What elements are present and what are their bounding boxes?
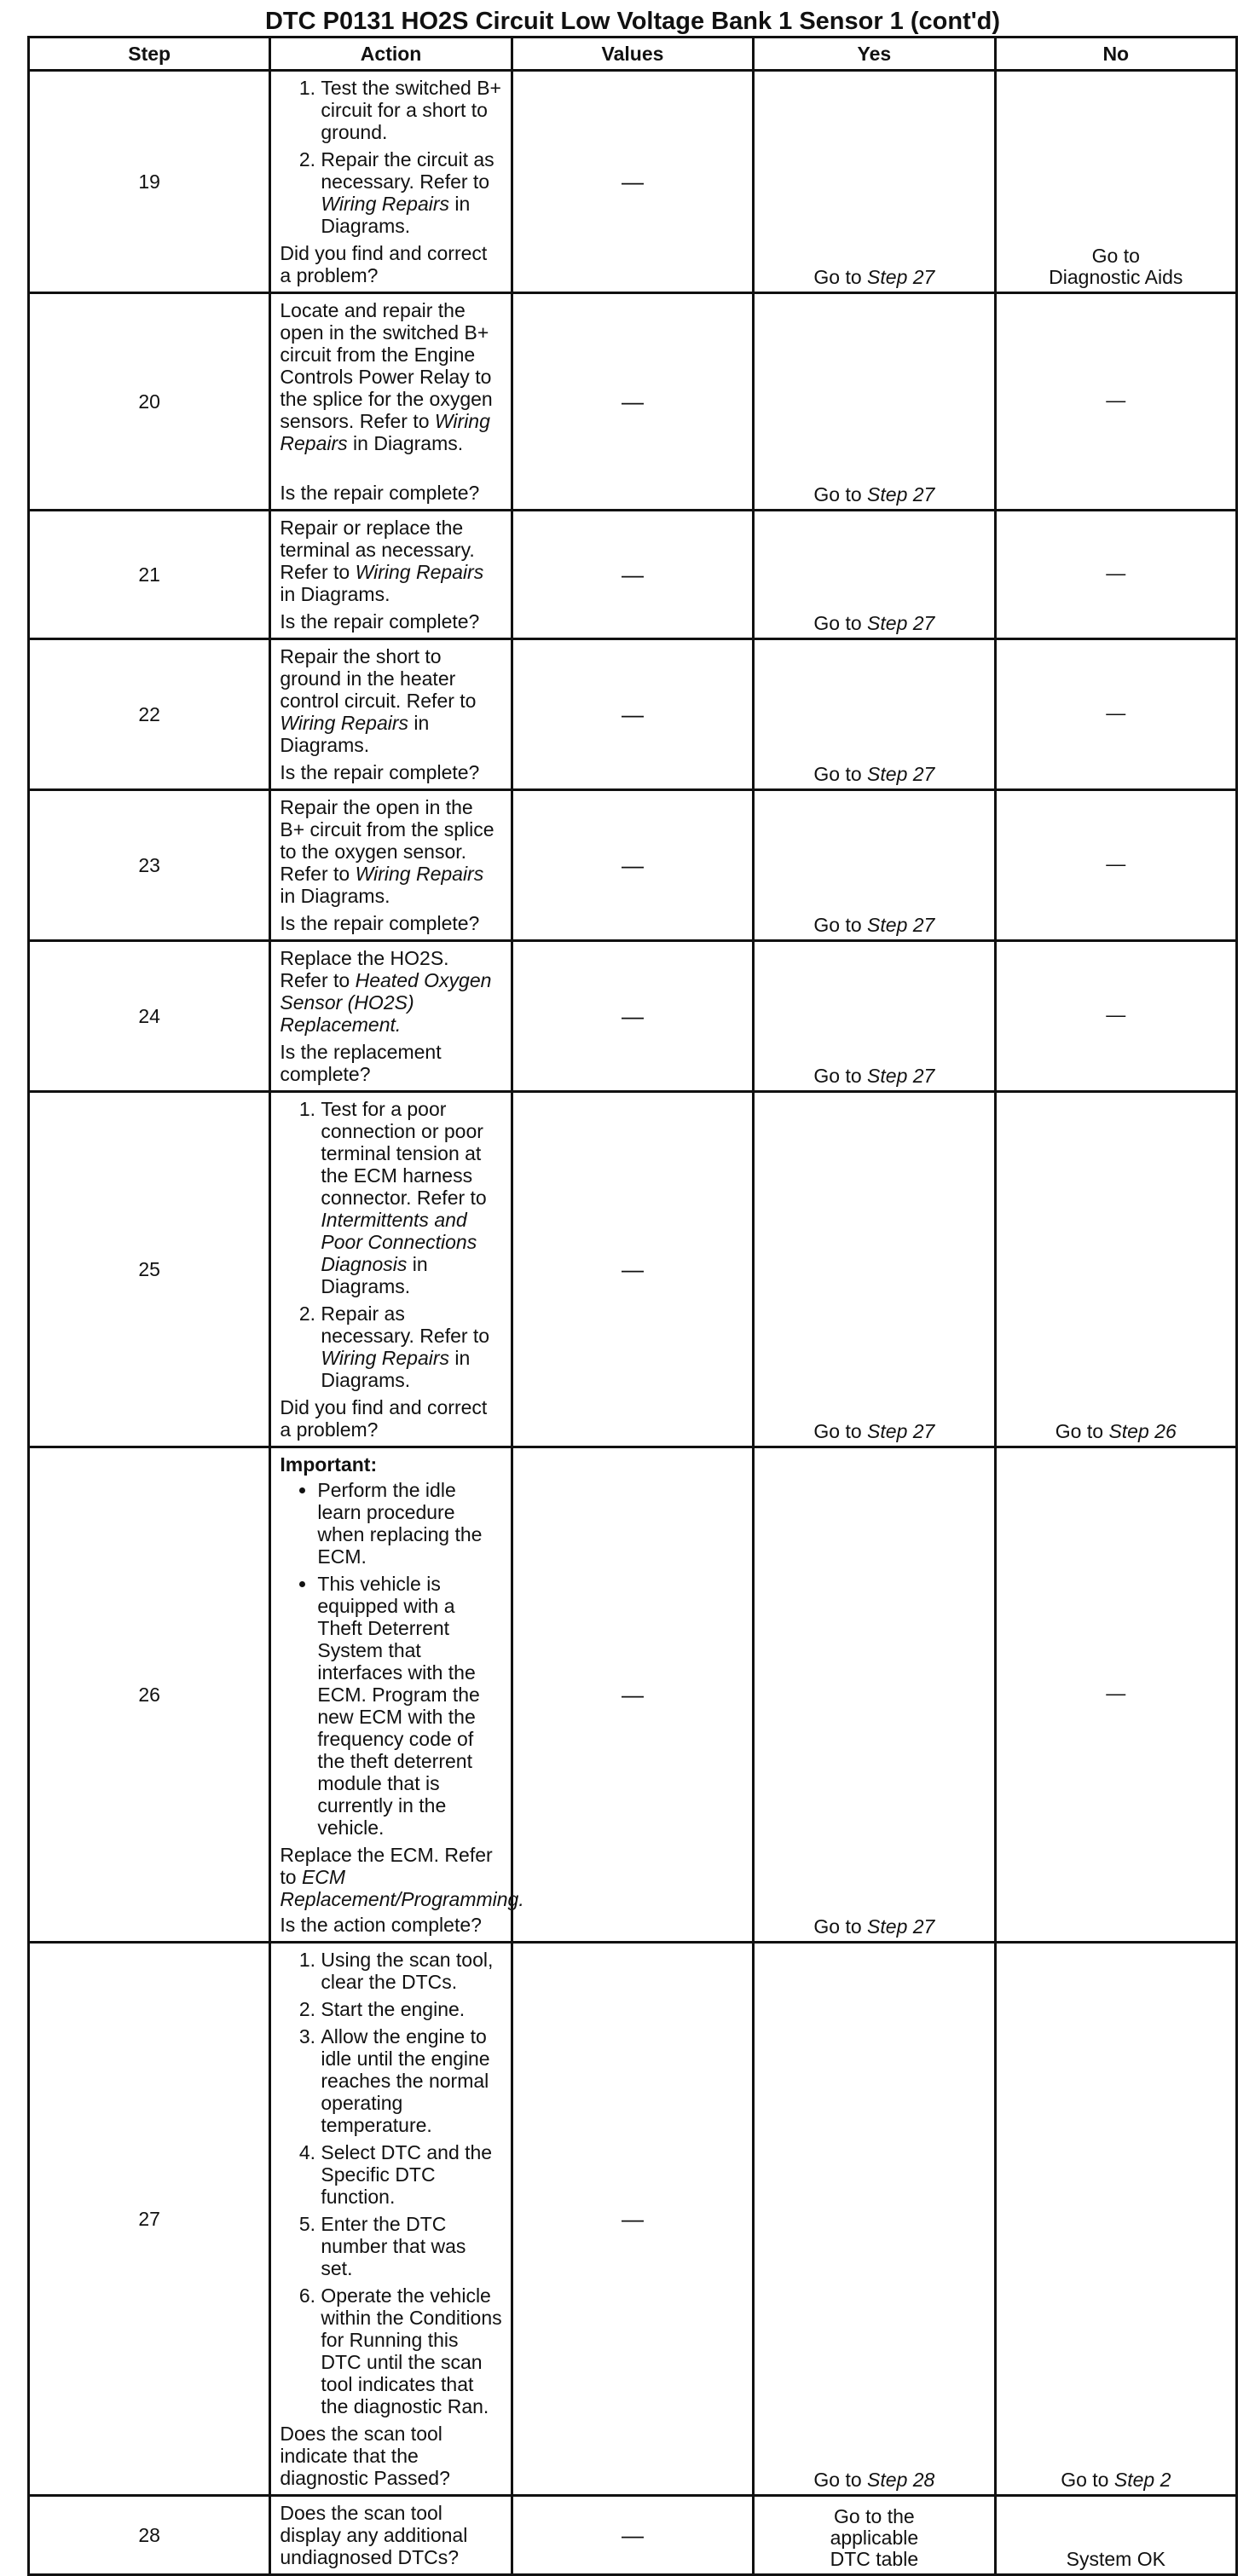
table-row: [29, 71, 1237, 293]
values-cell: —: [512, 639, 753, 790]
values-cell: —: [512, 71, 753, 293]
table-row: [29, 2496, 1237, 2575]
action-text: Replace the ECM. Refer to ECM Replacement/Programming.: [280, 1844, 524, 1910]
action-text: Repair the short to ground in the heater control circuit. Refer to Wiring Repairs in Diagrams.: [280, 645, 477, 756]
action-cell: [270, 941, 512, 1092]
table-header-row: [29, 38, 1237, 71]
action-text: Replace the HO2S. Refer to Heated Oxygen Sensor (HO2S) Replacement.: [280, 947, 492, 1036]
important-note: • This vehicle is equipped with a Theft Deterrent System that interfaces with the ECM. Program the new ECM with the frequency code of the theft deterrent module that is currently in the vehicle.: [317, 1573, 501, 1839]
step-number: 21: [29, 511, 270, 639]
step-number: 25: [29, 1092, 270, 1447]
action-question: Did you find and correct a problem?: [280, 242, 488, 286]
step-number: 20: [29, 293, 270, 511]
no-cell: —: [995, 1447, 1236, 1943]
yes-cell: Go to Step 27: [754, 1092, 995, 1447]
action-text: Locate and repair the open in the switched B+ circuit from the Engine Controls Power Relay to the splice for the oxygen sensors. Refer to Wiring Repairs in Diagrams.: [280, 299, 493, 454]
action-question: Does the scan tool display any additional undiagnosed DTCs?: [280, 2502, 468, 2568]
action-question: Did you find and correct a problem?: [280, 1396, 488, 1441]
action-step: 2. Repair the circuit as necessary. Refer to Wiring Repairs in Diagrams.: [321, 148, 501, 237]
action-cell: [270, 1943, 512, 2496]
action-steps: [280, 77, 501, 237]
action-question: Is the replacement complete?: [280, 1041, 442, 1085]
values-cell: —: [512, 790, 753, 941]
table-row: [29, 639, 1237, 790]
important-label: Important:: [280, 1453, 378, 1476]
header-action: Action: [270, 38, 512, 71]
yes-cell: Go to Step 27: [754, 790, 995, 941]
step-number: 24: [29, 941, 270, 1092]
page-title: DTC P0131 HO2S Circuit Low Voltage Bank 1 Sensor 1 (cont'd): [264, 8, 1001, 35]
action-cell: [270, 1447, 524, 1943]
action-steps: [280, 1098, 501, 1391]
header-values: Values: [512, 38, 753, 71]
action-step: 5. Enter the DTC number that was set.: [321, 2213, 501, 2279]
action-text: Repair or replace the terminal as necessary. Refer to Wiring Repairs in Diagrams.: [280, 517, 484, 605]
step-number: 19: [29, 71, 270, 293]
action-question: Is the action complete?: [280, 1914, 482, 1936]
action-question: Is the repair complete?: [280, 482, 480, 504]
no-cell: —: [995, 639, 1236, 790]
important-note: • Perform the idle learn procedure when replacing the ECM.: [317, 1479, 501, 1568]
action-step: 4. Select DTC and the Specific DTC function.: [321, 2141, 501, 2208]
header-no: No: [995, 38, 1236, 71]
no-cell: —: [995, 511, 1236, 639]
table-row: [29, 293, 1237, 511]
action-step: 3. Allow the engine to idle until the engine reaches the normal operating temperature.: [321, 2025, 501, 2136]
action-step: 2. Start the engine.: [321, 1998, 501, 2020]
action-text: Repair the open in the B+ circuit from the splice to the oxygen sensor. Refer to Wiring Repairs in Diagrams.: [280, 796, 494, 907]
action-cell: [270, 511, 512, 639]
table-row: [29, 1943, 1237, 2496]
step-number: 23: [29, 790, 270, 941]
header-step: Step: [29, 38, 270, 71]
table-row: [29, 1447, 1237, 1943]
action-question: Is the repair complete?: [280, 761, 480, 783]
values-cell: —: [512, 511, 753, 639]
action-cell: [270, 2496, 512, 2575]
step-number: 28: [29, 2496, 270, 2575]
no-cell: Go to Step 2: [995, 1943, 1236, 2496]
values-cell: —: [512, 2496, 753, 2575]
action-step: 2. Repair as necessary. Refer to Wiring Repairs in Diagrams.: [321, 1302, 501, 1391]
yes-cell: Go to Step 27: [754, 511, 995, 639]
action-step: 1. Using the scan tool, clear the DTCs.: [321, 1949, 501, 1993]
action-steps: [280, 1949, 501, 2417]
action-step: 1. Test the switched B+ circuit for a short to ground.: [321, 77, 501, 143]
yes-cell: Go to Step 27: [754, 293, 995, 511]
yes-cell: Go to Step 27: [754, 71, 995, 293]
action-step: 1. Test for a poor connection or poor terminal tension at the ECM harness connector. Refer to Intermittents and Poor Connections Diagnosis in Diagrams.: [321, 1098, 501, 1297]
step-number: 27: [29, 1943, 270, 2496]
no-cell: Go to Step 26: [995, 1092, 1236, 1447]
values-cell: —: [512, 1447, 753, 1943]
yes-cell: Go to the applicable DTC table: [754, 2496, 995, 2575]
table-row: [29, 511, 1237, 639]
no-cell: —: [995, 790, 1236, 941]
yes-cell: Go to Step 28: [754, 1943, 995, 2496]
action-cell: [270, 1092, 512, 1447]
values-cell: —: [512, 1092, 753, 1447]
yes-cell: Go to Step 27: [754, 941, 995, 1092]
values-cell: —: [512, 1943, 753, 2496]
no-cell: Go to Diagnostic Aids: [995, 71, 1236, 293]
action-question: Does the scan tool indicate that the diagnostic Passed?: [280, 2423, 450, 2489]
table-row: [29, 790, 1237, 941]
values-cell: —: [512, 941, 753, 1092]
action-cell: [270, 71, 512, 293]
table-row: [29, 941, 1237, 1092]
no-cell: System OK: [995, 2496, 1236, 2575]
no-cell: —: [995, 293, 1236, 511]
diagnostic-table: [27, 36, 1238, 2576]
action-step: 6. Operate the vehicle within the Conditions for Running this DTC until the scan tool indicates that the diagnostic Ran.: [321, 2284, 501, 2417]
yes-cell: Go to Step 27: [754, 639, 995, 790]
important-notes: [280, 1479, 501, 1839]
action-question: Is the repair complete?: [280, 610, 480, 632]
header-yes: Yes: [754, 38, 995, 71]
values-cell: —: [512, 293, 753, 511]
table-row: [29, 1092, 1237, 1447]
step-number: 22: [29, 639, 270, 790]
action-cell: [270, 639, 512, 790]
action-cell: [270, 790, 512, 941]
no-cell: —: [995, 941, 1236, 1092]
step-number: 26: [29, 1447, 270, 1943]
yes-cell: Go to Step 27: [754, 1447, 995, 1943]
action-question: Is the repair complete?: [280, 912, 480, 934]
action-cell: [270, 293, 512, 511]
